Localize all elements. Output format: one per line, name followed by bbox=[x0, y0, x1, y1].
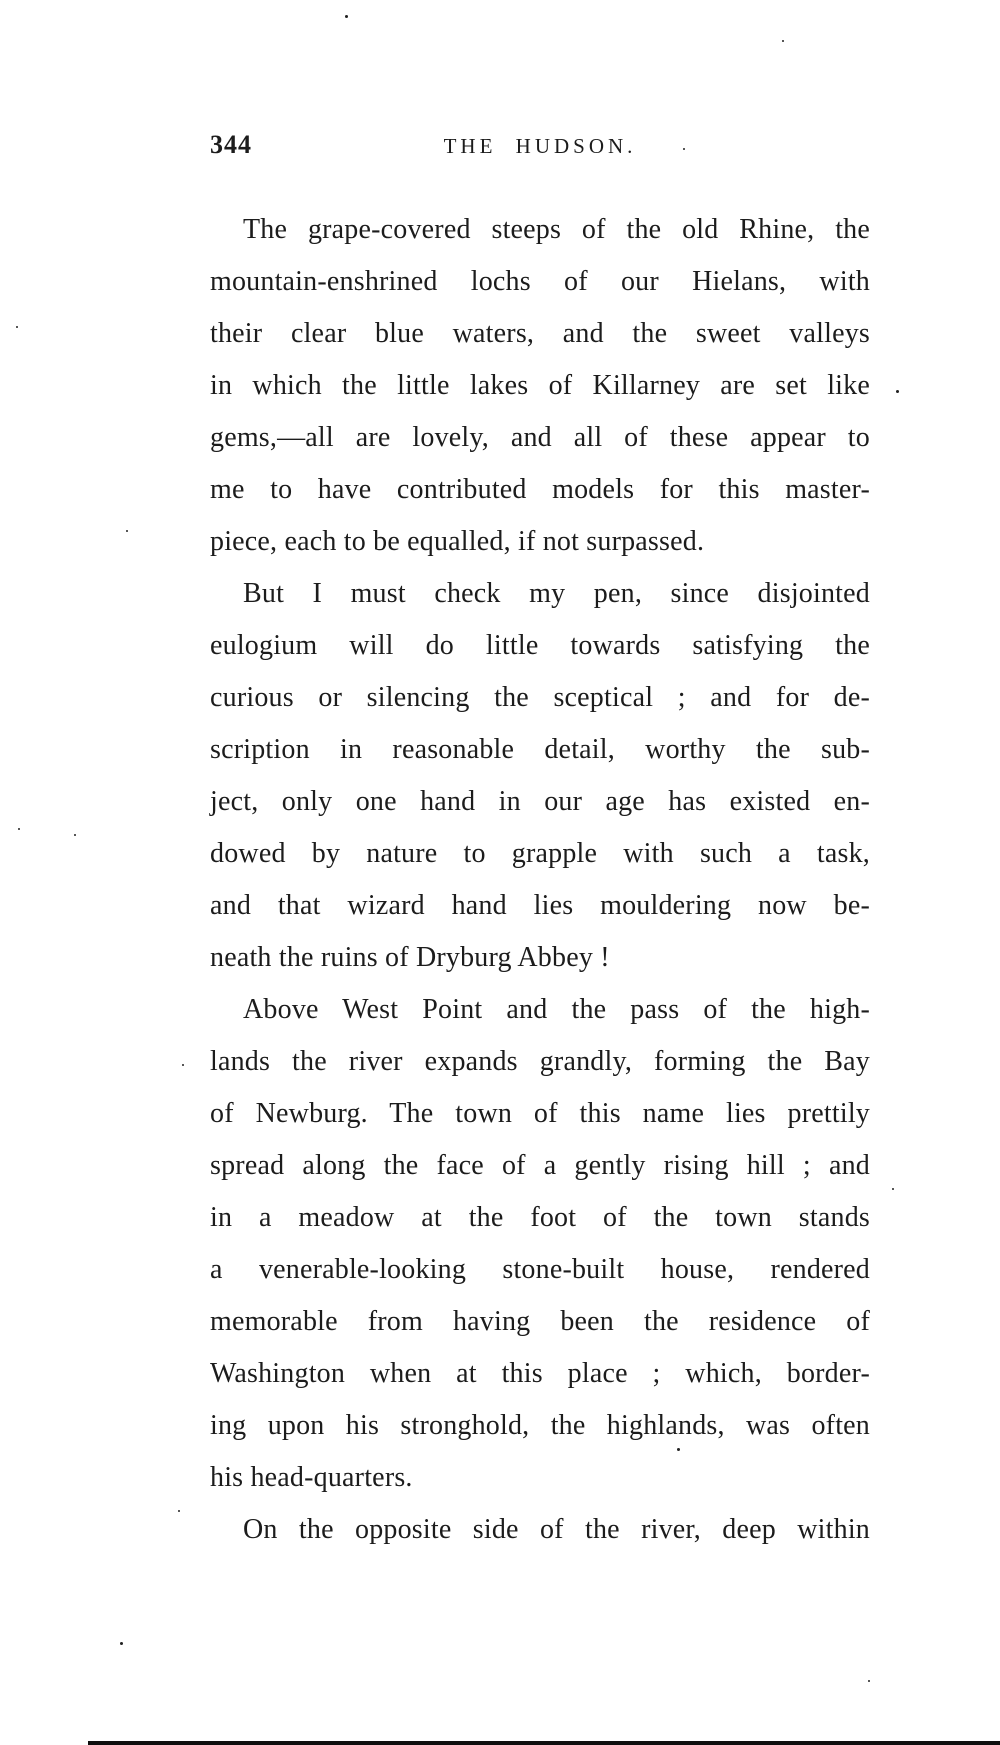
text-line: me to have contributed models for this master- bbox=[210, 474, 870, 505]
text-line: and that wizard hand lies mouldering now be- bbox=[210, 890, 870, 921]
text-line: Above West Point and the pass of the high- bbox=[243, 994, 870, 1025]
text-line: mountain-enshrined lochs of our Hielans, with bbox=[210, 266, 870, 297]
page-header bbox=[210, 130, 870, 164]
text-line: eulogium will do little towards satisfying the bbox=[210, 630, 870, 661]
text-line: Washington when at this place ; which, border- bbox=[210, 1358, 870, 1389]
text-line: a venerable-looking stone-built house, rendered bbox=[210, 1254, 870, 1285]
text-line: ing upon his stronghold, the highlands, was often bbox=[210, 1410, 870, 1441]
scan-speck bbox=[345, 15, 348, 18]
scan-speck bbox=[868, 1680, 870, 1682]
text-line: The grape-covered steeps of the old Rhine, the bbox=[243, 214, 870, 245]
scan-speck bbox=[18, 828, 20, 830]
text-line: dowed by nature to grapple with such a task, bbox=[210, 838, 870, 869]
scan-speck bbox=[178, 1510, 180, 1512]
text-line: his head-quarters. bbox=[210, 1462, 413, 1493]
running-title: THE HUDSON. bbox=[443, 134, 637, 158]
text-line: scription in reasonable detail, worthy the sub- bbox=[210, 734, 870, 765]
text-line: But I must check my pen, since disjointed bbox=[243, 578, 870, 609]
text-line: in which the little lakes of Killarney are set like bbox=[210, 370, 870, 401]
scan-speck bbox=[182, 1064, 184, 1066]
text-line: their clear blue waters, and the sweet valleys bbox=[210, 318, 870, 349]
body-text bbox=[210, 204, 870, 1556]
scan-speck bbox=[126, 530, 128, 532]
scan-speck bbox=[683, 148, 685, 150]
scan-speck bbox=[896, 390, 899, 393]
text-line: curious or silencing the sceptical ; and for de- bbox=[210, 682, 870, 713]
text-line: piece, each to be equalled, if not surpassed. bbox=[210, 526, 705, 557]
scan-speck bbox=[677, 1448, 680, 1451]
text-line: lands the river expands grandly, forming the Bay bbox=[210, 1046, 870, 1077]
scan-speck bbox=[892, 1188, 894, 1190]
scan-speck bbox=[782, 40, 784, 42]
scan-speck bbox=[16, 326, 18, 328]
page-edge-line bbox=[88, 1741, 1000, 1745]
text-line: ject, only one hand in our age has existed en- bbox=[210, 786, 870, 817]
text-line: neath the ruins of Dryburg Abbey ! bbox=[210, 942, 610, 973]
scan-speck bbox=[74, 834, 76, 836]
text-line: of Newburg. The town of this name lies prettily bbox=[210, 1098, 870, 1129]
scan-speck bbox=[120, 1642, 123, 1645]
text-line: in a meadow at the foot of the town stands bbox=[210, 1202, 870, 1233]
text-line: On the opposite side of the river, deep within bbox=[243, 1514, 870, 1545]
page-number: 344 bbox=[210, 130, 252, 159]
text-line: gems,—all are lovely, and all of these appear to bbox=[210, 422, 870, 453]
text-line: memorable from having been the residence of bbox=[210, 1306, 870, 1337]
text-line: spread along the face of a gently rising hill ; and bbox=[210, 1150, 870, 1181]
